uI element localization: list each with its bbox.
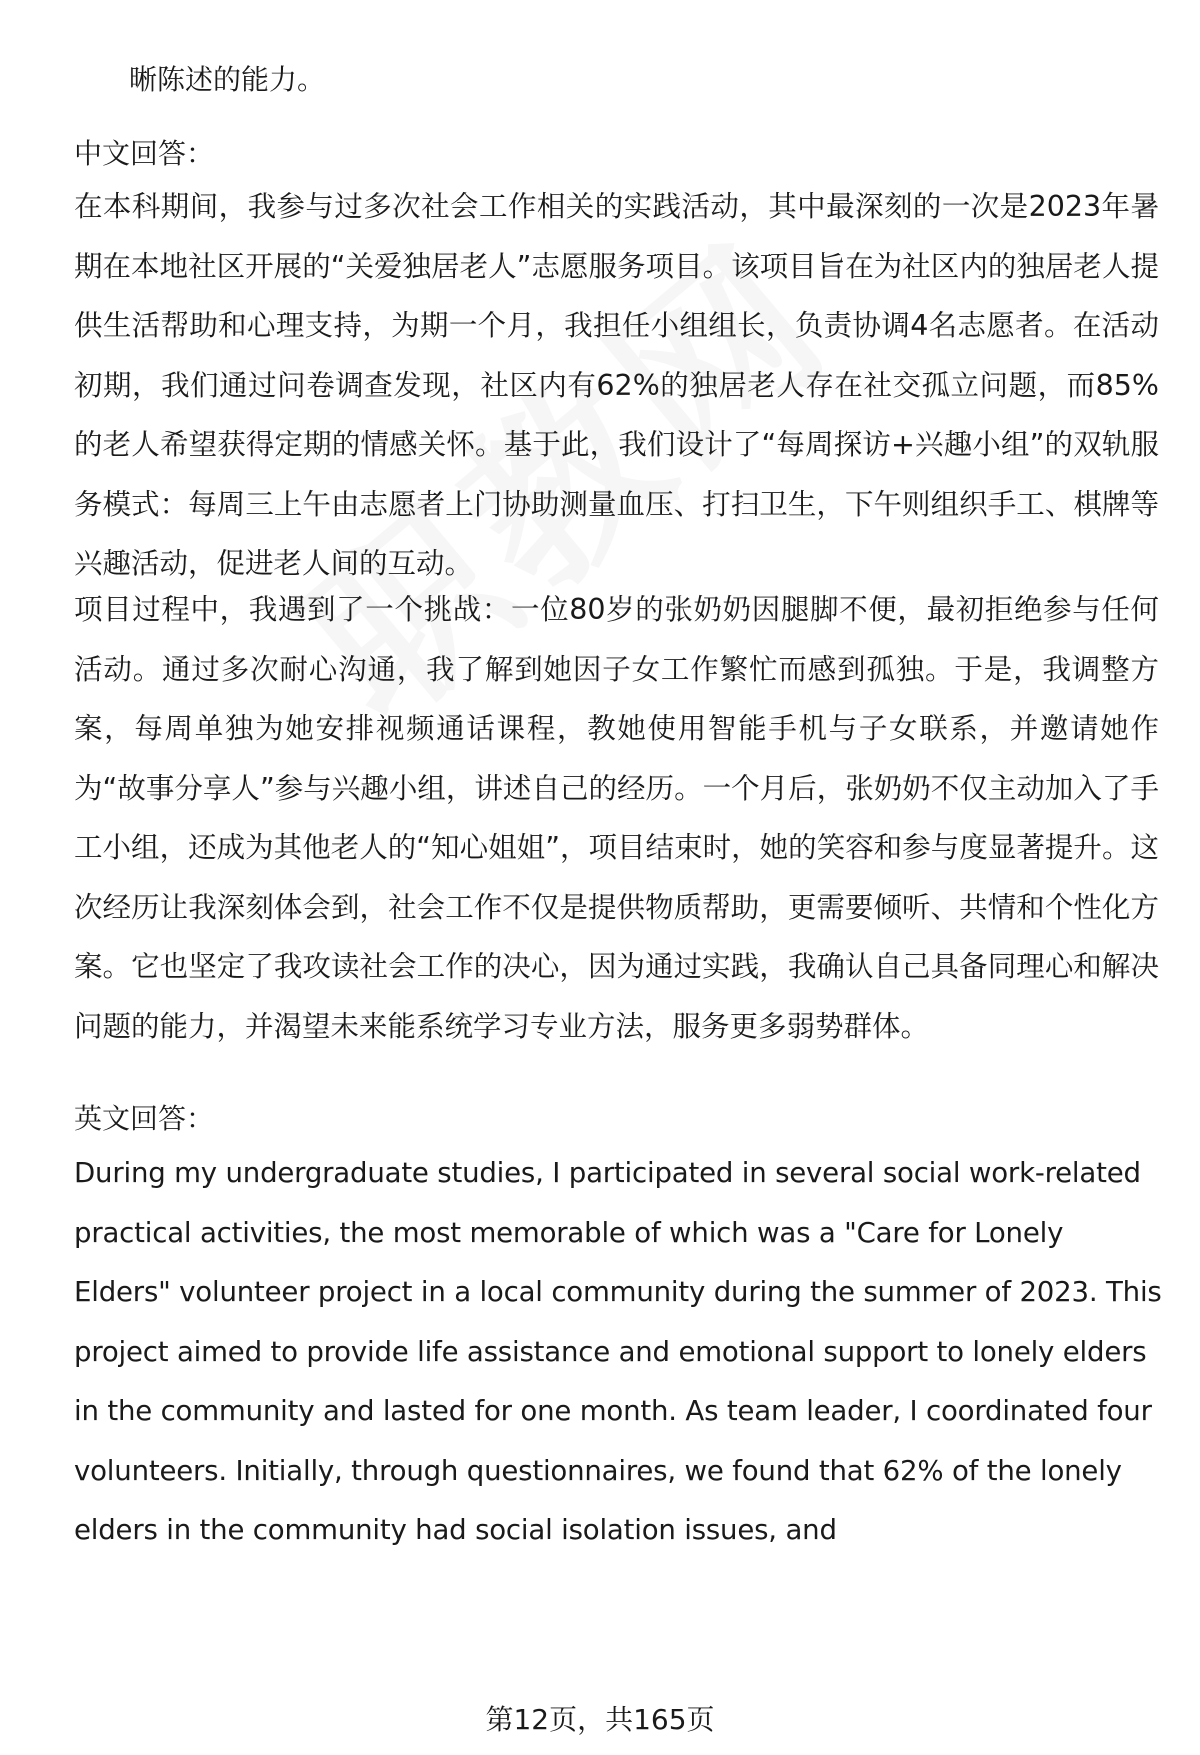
english-answer-paragraph-1: During my undergraduate studies, I participated in several social work-related practical activities, the most memorable of which was a "Care for Lonely Elders" volunteer project in a local community during the summer of 2023. This project aimed to provide life assistance and emotional support to lonely elders in the community and lasted for one month. As team leader, I coordinated four volunteers. Initially, through questionnaires, we found that 62% of the lonely elders in the community had social isolation issues, and (74, 1156, 1162, 1546)
continuation-text: 晰陈述的能力。 (129, 63, 326, 96)
chinese-answer-paragraph-2: 项目过程中，我遇到了一个挑战：一位80岁的张奶奶因腿脚不便，最初拒绝参与任何活动。通过多次耐心沟通，我了解到她因子女工作繁忙而感到孤独。于是，我调整方案，每周单独为她安排视频通话课程，教她使用智能手机与子女联系，并邀请她作为“故事分享人”参与兴趣小组，讲述自己的经历。一个月后，张奶奶不仅主动加入了手工小组，还成为其他老人的“知心姐姐”，项目结束时，她的笑容和参与度显著提升。这次经历让我深刻体会到，社会工作不仅是提供物质帮助，更需要倾听、共情和个性化方案。它也坚定了我攻读社会工作的决心，因为通过实践，我确认自己具备同理心和解决问题的能力，并渴望未来能系统学习专业方法，服务更多弱势群体。 (74, 593, 1159, 1043)
page-indicator: 第12页，共165页 (485, 1703, 715, 1736)
english-answer-label: 英文回答： (74, 1102, 215, 1135)
chinese-answer-label: 中文回答： (74, 137, 215, 170)
chinese-answer-paragraph-1: 在本科期间，我参与过多次社会工作相关的实践活动，其中最深刻的一次是2023年暑期在本地社区开展的“关爱独居老人”志愿服务项目。该项目旨在为社区内的独居老人提供生活帮助和心理支持，为期一个月，我担任小组组长，负责协调4名志愿者。在活动初期，我们通过问卷调查发现，社区内有62%的独居老人存在社交孤立问题，而85%的老人希望获得定期的情感关怀。基于此，我们设计了“每周探访+兴趣小组”的双轨服务模式：每周三上午由志愿者上门协助测量血压、打扫卫生，下午则组织手工、棋牌等兴趣活动，促进老人间的互动。 (74, 190, 1159, 580)
